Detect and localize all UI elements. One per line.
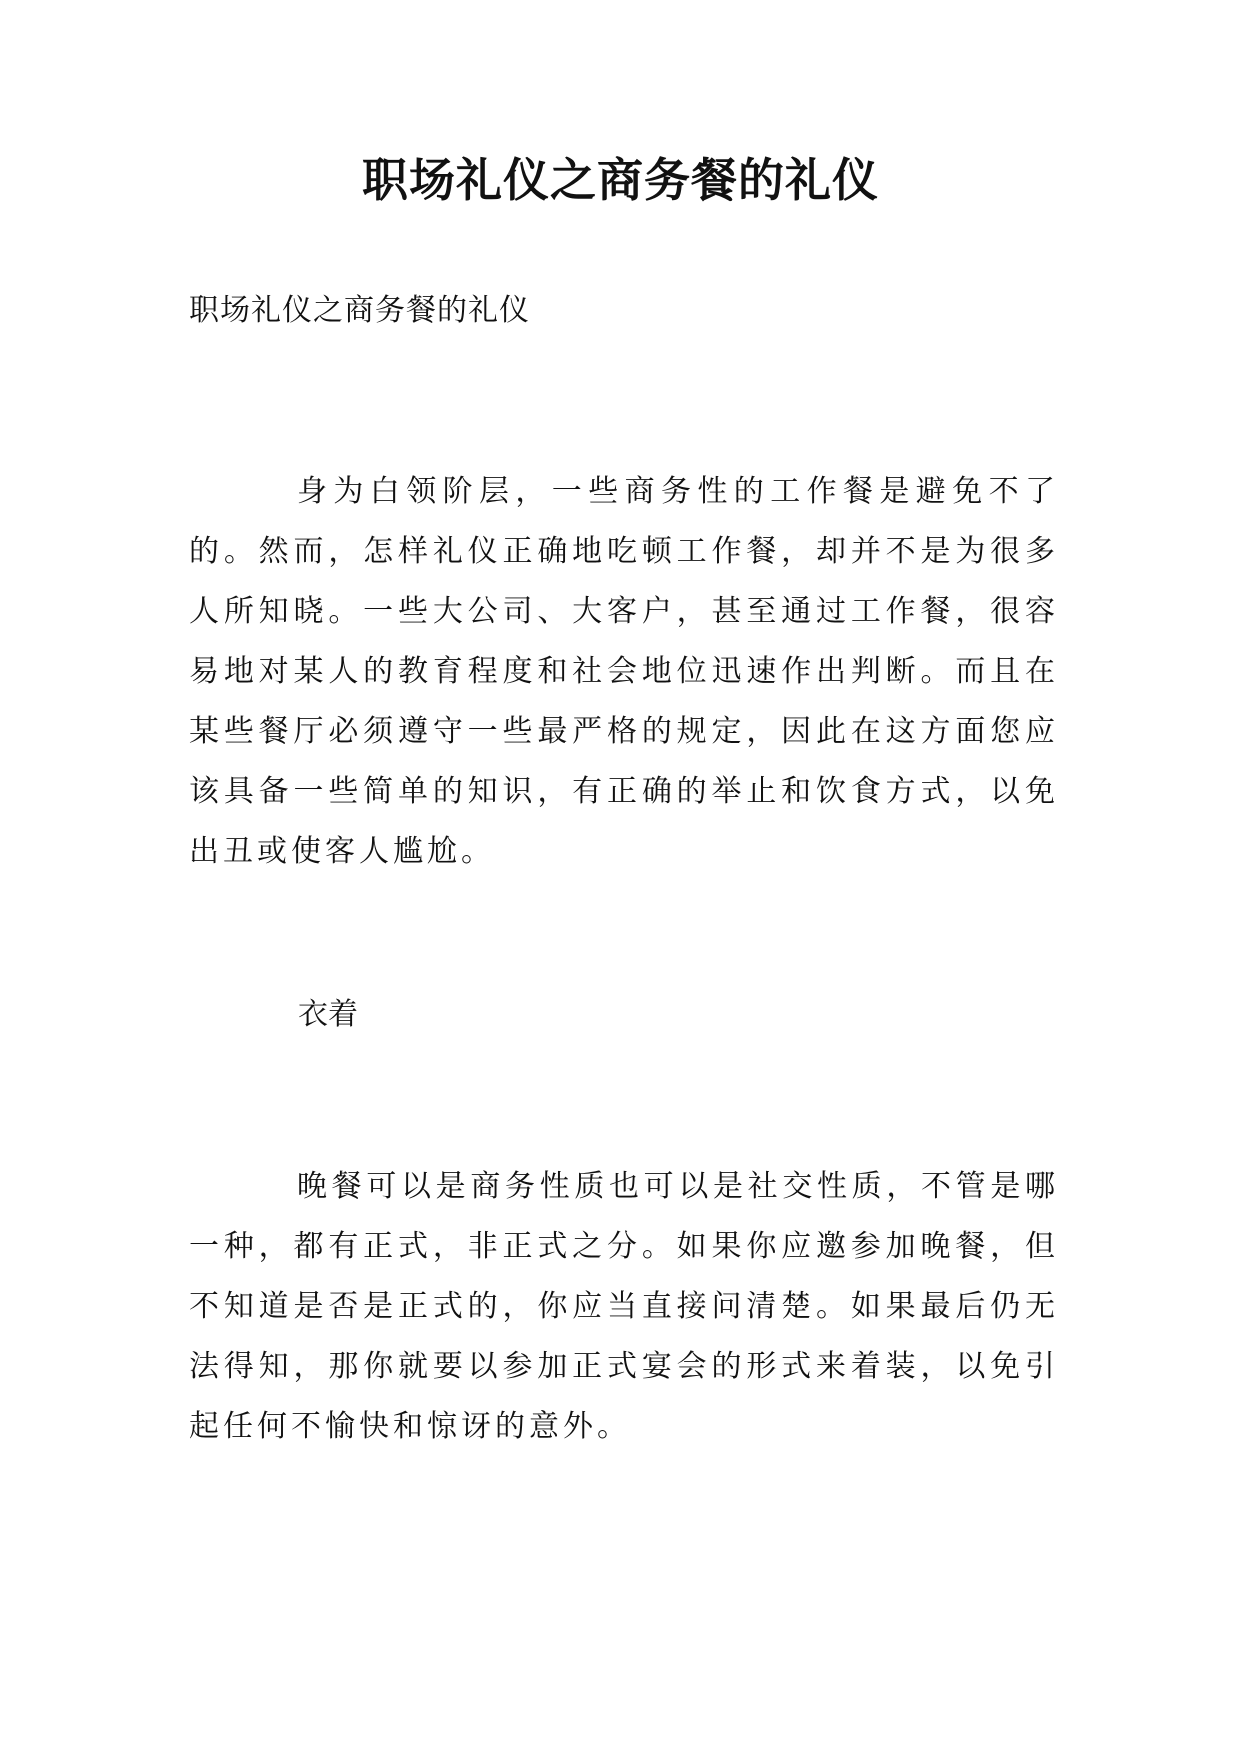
section-heading-attire: 衣着 <box>298 997 358 1032</box>
document-subtitle: 职场礼仪之商务餐的礼仪 <box>189 293 530 328</box>
body-paragraph-intro: 身为白领阶层，一些商务性的工作餐是避免不了的。然而，怎样礼仪正确地吃顿工作餐，却并不是为很多人所知晓。一些大公司、大客户，甚至通过工作餐，很容易地对某人的教育程度和社会地位迅速作出判断。而且在某些餐厅必须遵守一些最严格的规定，因此在这方面您应该具备一些简单的知识，有正确的举止和饮食方式，以免出丑或使客人尴尬。 <box>189 474 1059 869</box>
body-paragraph-attire: 晚餐可以是商务性质也可以是社交性质，不管是哪一种，都有正式，非正式之分。如果你应邀参加晚餐，但不知道是否是正式的，你应当直接问清楚。如果最后仍无法得知，那你就要以参加正式宴会的形式来着装，以免引起任何不愉快和惊讶的意外。 <box>189 1169 1059 1444</box>
document-title: 职场礼仪之商务餐的礼仪 <box>362 153 879 207</box>
